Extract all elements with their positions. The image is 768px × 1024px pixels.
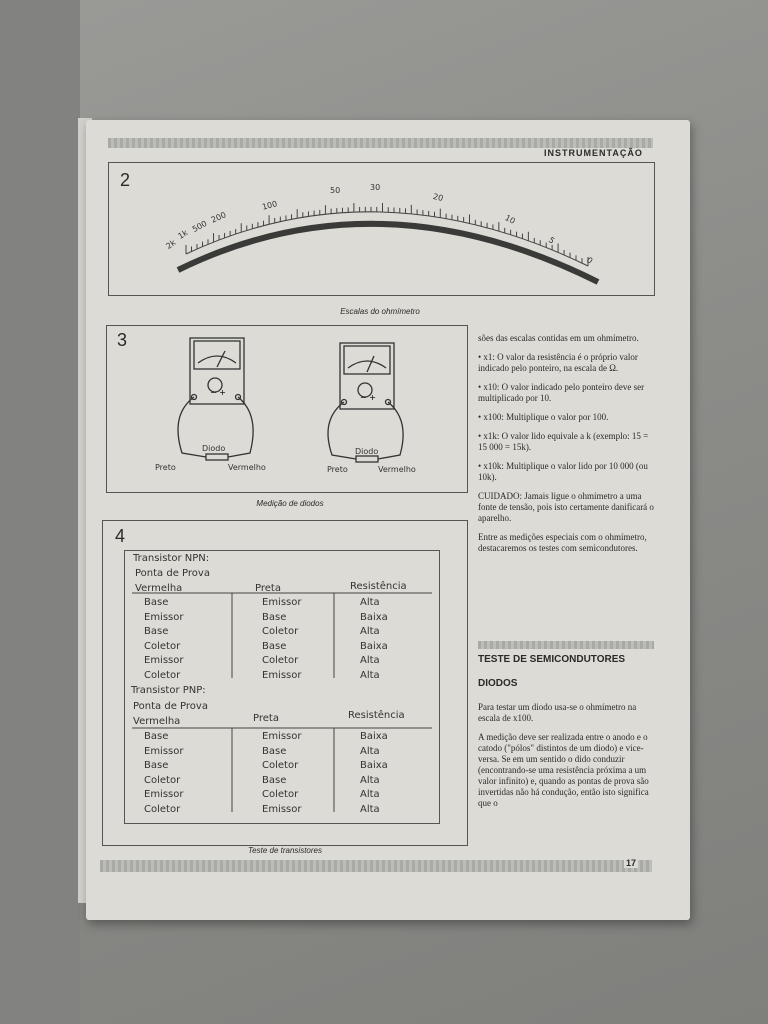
body-text-top bbox=[478, 333, 654, 562]
pnp-col-resistance: Resistência bbox=[348, 710, 405, 721]
scale-label: 200 bbox=[209, 210, 228, 225]
terminal-cell: Base bbox=[144, 731, 169, 742]
terminal-cell: Coletor bbox=[262, 626, 299, 637]
paragraph: • x10: O valor indicado pelo ponteiro deve ser multiplicado por 10. bbox=[478, 382, 645, 403]
terminal-cell: Coletor bbox=[262, 789, 299, 800]
resistance-cell: Alta bbox=[360, 626, 380, 637]
pnp-col-black: Preta bbox=[253, 713, 279, 724]
scale-label: 500 bbox=[190, 218, 209, 235]
paragraph: sões das escalas contidas em um ohmímetro. bbox=[478, 333, 639, 343]
svg-text:− +: − + bbox=[210, 388, 226, 397]
black-probe-label-2: Preto bbox=[327, 465, 348, 474]
resistance-cell: Alta bbox=[360, 745, 380, 757]
ohmmeter-scale bbox=[108, 162, 655, 296]
figure-2-number: 2 bbox=[120, 170, 131, 190]
diode-test-illustration bbox=[150, 335, 440, 475]
scale-label: 1k bbox=[176, 228, 190, 241]
resistance-cell: Baixa bbox=[360, 640, 388, 652]
pnp-probe-label: Ponta de Prova bbox=[133, 701, 208, 712]
terminal-cell: Emissor bbox=[144, 655, 184, 666]
scale-label: 50 bbox=[330, 186, 341, 195]
resistance-cell: Alta bbox=[360, 669, 380, 681]
section-title: TESTE DE SEMICONDUTORES bbox=[478, 654, 626, 665]
resistance-cell: Alta bbox=[360, 597, 380, 608]
npn-col-red: Vermelha bbox=[135, 583, 183, 594]
pnp-title: Transistor PNP: bbox=[131, 685, 206, 696]
terminal-cell: Emissor bbox=[262, 731, 302, 742]
terminal-cell: Emissor bbox=[262, 597, 302, 608]
scale-label: 10 bbox=[503, 213, 517, 226]
scale-label: 5 bbox=[546, 235, 557, 246]
resistance-cell: Alta bbox=[360, 655, 380, 666]
terminal-cell: Emissor bbox=[144, 745, 184, 757]
resistance-cell: Baixa bbox=[360, 760, 388, 771]
terminal-cell: Base bbox=[144, 760, 169, 771]
terminal-cell: Base bbox=[144, 626, 169, 637]
terminal-cell: Emissor bbox=[144, 611, 184, 623]
terminal-cell: Base bbox=[262, 774, 287, 786]
resistance-cell: Baixa bbox=[360, 731, 388, 742]
caution-paragraph: CUIDADO: Jamais ligue o ohmímetro a uma fonte de tensão, pois isto certamente danificará o aparelho. bbox=[478, 491, 654, 523]
red-probe-label-2: Vermelho bbox=[378, 465, 416, 474]
terminal-cell: Coletor bbox=[262, 655, 299, 666]
terminal-cell: Coletor bbox=[144, 669, 181, 681]
terminal-cell: Base bbox=[262, 640, 287, 652]
terminal-cell: Base bbox=[144, 597, 169, 608]
terminal-cell: Emissor bbox=[144, 789, 184, 800]
figure-2-caption: Escalas do ohmímetro bbox=[340, 307, 420, 316]
paragraph: Entre as medições especiais com o ohmímetro, destacaremos os testes com semicondutores. bbox=[478, 532, 647, 553]
scale-label: 2k bbox=[164, 238, 178, 251]
scale-label: 20 bbox=[432, 191, 445, 204]
header-stripe bbox=[108, 138, 653, 148]
terminal-cell: Emissor bbox=[262, 669, 302, 681]
section-header: INSTRUMENTAÇÃO bbox=[540, 148, 647, 158]
terminal-cell: Coletor bbox=[144, 640, 181, 652]
terminal-cell: Emissor bbox=[262, 803, 302, 815]
npn-title: Transistor NPN: bbox=[133, 553, 210, 564]
resistance-cell: Baixa bbox=[360, 611, 388, 623]
page-number: 17 bbox=[626, 858, 637, 868]
figure-4-number: 4 bbox=[115, 526, 126, 546]
paragraph: • x10k: Multiplique o valor lido por 10 000 (ou 10k). bbox=[478, 461, 648, 482]
pnp-col-red: Vermelha bbox=[133, 716, 181, 727]
subsection-title: DIODOS bbox=[478, 678, 518, 689]
resistance-cell: Alta bbox=[360, 789, 380, 800]
diode-label-2: Diodo bbox=[355, 447, 379, 456]
paragraph: A medição deve ser realizada entre o anodo e o catodo ("pólos" distintos de um diodo) e vice-versa. Se em um sentido o dido conduzir (encontrando-se uma resistência próxima a um valor infinito) e, quando as pontas de prova são invertidas não há condução, então isto significa que o bbox=[478, 732, 649, 808]
figure-3-number: 3 bbox=[117, 330, 128, 350]
figure-4-caption: Teste de transistores bbox=[248, 846, 322, 855]
terminal-cell: Base bbox=[262, 611, 287, 623]
npn-col-black: Preta bbox=[255, 583, 281, 594]
paragraph: • x100: Multiplique o valor por 100. bbox=[478, 412, 609, 422]
red-probe-label-1: Vermelho bbox=[228, 463, 266, 472]
resistance-cell: Alta bbox=[360, 803, 380, 815]
diode-label-1: Diodo bbox=[202, 444, 226, 453]
npn-col-resistance: Resistência bbox=[350, 581, 407, 592]
section-stripe bbox=[478, 641, 654, 649]
svg-text:− +: − + bbox=[360, 393, 376, 402]
terminal-cell: Coletor bbox=[144, 803, 181, 815]
scale-label: 0 bbox=[584, 255, 595, 266]
npn-probe-label: Ponta de Prova bbox=[135, 568, 210, 579]
terminal-cell: Coletor bbox=[144, 774, 181, 786]
terminal-cell: Coletor bbox=[262, 760, 299, 771]
binding-shadow bbox=[0, 0, 80, 1024]
body-text-bottom bbox=[478, 702, 654, 817]
scale-label: 30 bbox=[370, 183, 381, 192]
paragraph: Para testar um diodo usa-se o ohmímetro na escala de x100. bbox=[478, 702, 637, 723]
paragraph: • x1k: O valor lido equivale a k (exemplo: 15 = 15 000 = 15k). bbox=[478, 431, 649, 452]
footer-stripe bbox=[100, 860, 652, 872]
scale-label: 100 bbox=[261, 199, 279, 212]
paragraph: • x1: O valor da resistência é o próprio valor indicado pelo ponteiro, na escala de Ω. bbox=[478, 352, 638, 373]
resistance-cell: Alta bbox=[360, 774, 380, 786]
terminal-cell: Base bbox=[262, 745, 287, 757]
figure-3-caption: Medição de diodos bbox=[256, 499, 324, 508]
black-probe-label-1: Preto bbox=[155, 463, 176, 472]
